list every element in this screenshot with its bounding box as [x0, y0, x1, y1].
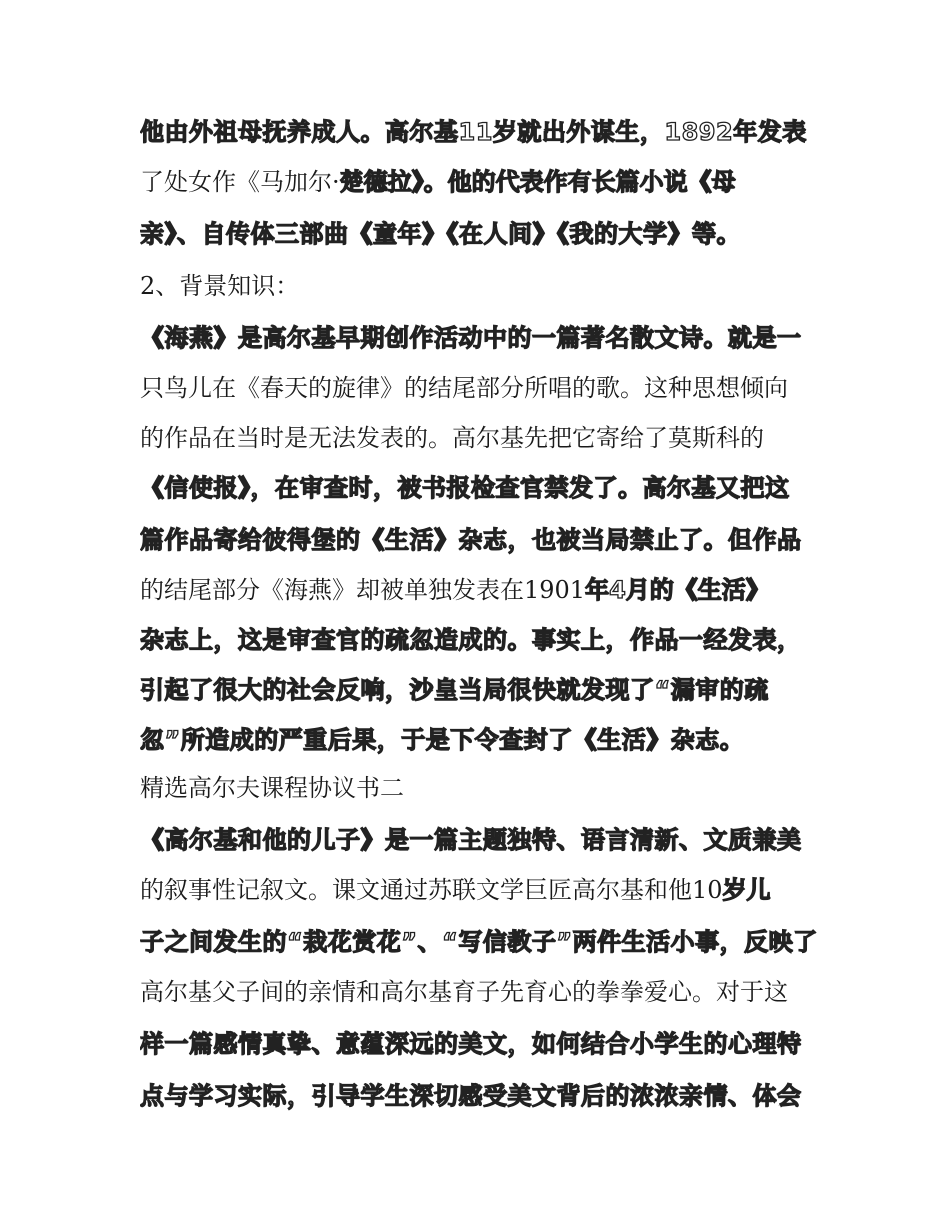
text-line-16-plain: 的叙事性记叙文。课文通过苏联文学巨匠高尔基和他10: [140, 876, 723, 904]
text-line-15: 《高尔基和他的儿子》是一篇主题独特、语言清新、文质兼美: [140, 826, 802, 854]
text-line-7: 的作品在当时是无法发表的。高尔基先把它寄给了莫斯科的: [140, 424, 764, 452]
section-heading-background: 2、背景知识：: [140, 272, 300, 300]
text-line-10-hollow: 年4月的《生活》: [585, 576, 770, 604]
text-line-12: 引起了很大的社会反响，沙皇当局很快就发现了“漏审的疏: [140, 676, 769, 704]
text-line-1: 他由外祖母抚养成人。高尔基11岁就出外谋生，1892年发表: [140, 118, 807, 146]
text-line-13: 忽”所造成的严重后果，于是下令查封了《生活》杂志。: [140, 726, 745, 754]
text-line-11: 杂志上，这是审查官的疏忽造成的。事实上，作品一经发表，: [140, 626, 802, 654]
text-line-17: 子之间发生的“栽花赏花”、“写信教子”两件生活小事，反映了: [140, 928, 818, 956]
text-line-16-hollow: 岁儿: [722, 876, 771, 904]
text-line-2: [140, 160, 820, 204]
text-line-5: 《海燕》是高尔基早期创作活动中的一篇著名散文诗。就是一: [140, 324, 802, 352]
text-line-2-hollow: 楚德拉》。他的代表作有长篇小说《母: [339, 168, 736, 196]
text-line-20: 点与学习实际，引导学生深切感受美文背后的浓浓亲情、体会: [140, 1082, 802, 1110]
text-line-6: 只鸟儿在《春天的旋律》的结尾部分所唱的歌。这种思想倾向: [140, 374, 788, 402]
text-line-10-plain: 的结尾部分《海燕》却被单独发表在1901: [140, 576, 586, 604]
text-line-2-plain: 了处女作《马加尔·: [140, 168, 340, 196]
text-line-19: 样一篇感情真挚、意蕴深远的美文，如何结合小学生的心理特: [140, 1030, 802, 1058]
text-line-8: 《信使报》，在审查时，被书报检查官禁发了。高尔基又把这: [140, 474, 790, 502]
section-heading-agreement: 精选高尔夫课程协议书二: [140, 774, 404, 802]
text-line-18: 高尔基父子间的亲情和高尔基育子先育心的拳拳爱心。对于这: [140, 978, 788, 1006]
text-line-10: [140, 568, 820, 612]
text-line-16: [140, 868, 820, 912]
text-line-3: 亲》、自传体三部曲《童年》《在人间》《我的大学》等。: [140, 220, 741, 248]
text-line-9: 篇作品寄给彼得堡的《生活》杂志，也被当局禁止了。但作品: [140, 526, 802, 554]
